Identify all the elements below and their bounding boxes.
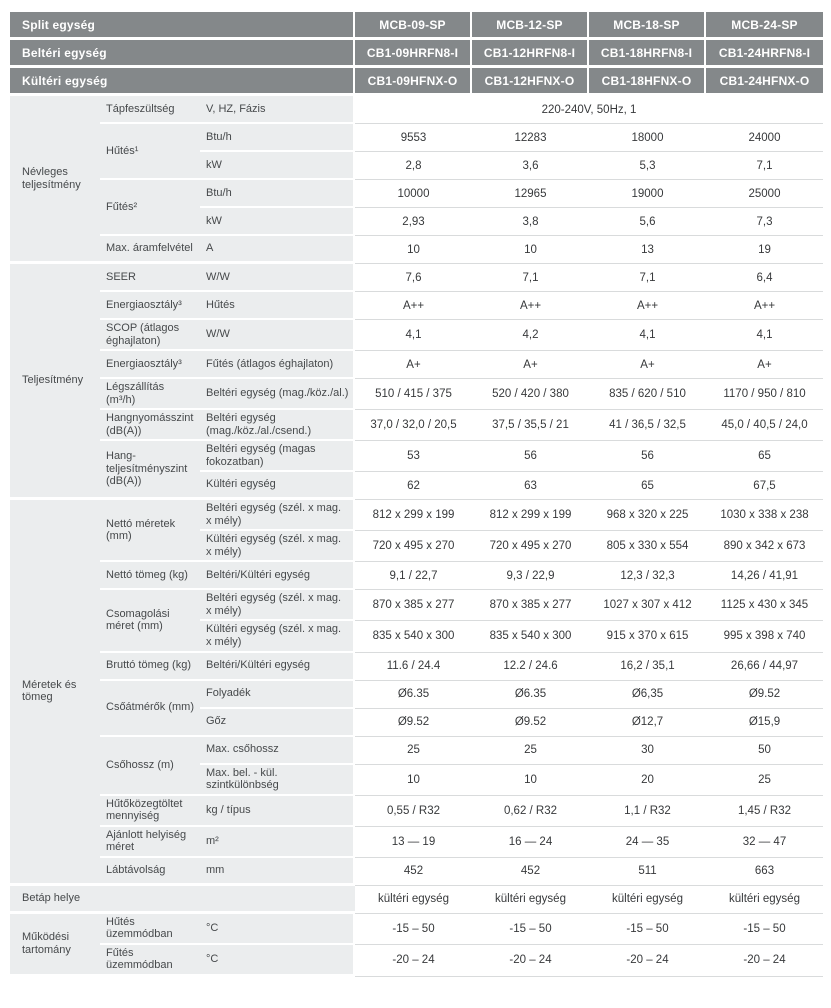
spec-value: -20 – 24: [472, 945, 589, 977]
header-model-cell: MCB-09-SP: [355, 12, 472, 40]
spec-value: 13 — 19: [355, 827, 472, 858]
table-row: [10, 562, 823, 590]
spec-label: Hűtés¹: [100, 124, 200, 180]
spec-value: 56: [589, 441, 706, 472]
spec-value: 26,66 / 44,97: [706, 653, 823, 681]
spec-value: 11.6 / 24.4: [355, 653, 472, 681]
spec-label: Fűtés üzemmódban: [100, 945, 200, 977]
spec-value: 63: [472, 472, 589, 500]
spec-value: 45,0 / 40,5 / 24,0: [706, 410, 823, 441]
spec-value: 1027 x 307 x 412: [589, 590, 706, 621]
table-row: [10, 827, 823, 858]
spec-value: 25: [355, 737, 472, 765]
spec-value: 10000: [355, 180, 472, 208]
header-model-cell: CB1-12HFNX-O: [472, 68, 589, 96]
spec-label: Légszállítás (m³/h): [100, 379, 200, 410]
spec-value: 16,2 / 35,1: [589, 653, 706, 681]
section-label: Működési tartomány: [10, 914, 100, 977]
spec-value: 9,1 / 22,7: [355, 562, 472, 590]
table-row: [10, 96, 823, 124]
spec-value: 4,1: [706, 320, 823, 351]
spec-unit: Beltéri egység (szél. x mag. x mély): [200, 500, 355, 531]
table-row: [10, 379, 823, 410]
table-row: [10, 681, 823, 709]
spec-value: -20 – 24: [589, 945, 706, 977]
spec-label: SEER: [100, 264, 200, 292]
header-row-indoor: [10, 40, 823, 68]
spec-unit: Fűtés (átlagos éghajlaton): [200, 351, 355, 379]
spec-unit: V, HZ, Fázis: [200, 96, 355, 124]
spec-value: 24000: [706, 124, 823, 152]
spec-value: 812 x 299 x 199: [355, 500, 472, 531]
spec-unit: W/W: [200, 320, 355, 351]
spec-value: kültéri egység: [472, 886, 589, 914]
spec-unit: Hűtés: [200, 292, 355, 320]
spec-unit: Beltéri egység (mag./köz./al./csend.): [200, 410, 355, 441]
spec-value: 520 / 420 / 380: [472, 379, 589, 410]
spec-label: Csőhossz (m): [100, 737, 200, 796]
spec-value: 835 x 540 x 300: [472, 621, 589, 652]
spec-value: 4,1: [355, 320, 472, 351]
spec-value: 5,6: [589, 208, 706, 236]
spec-unit: kg / típus: [200, 796, 355, 827]
spec-unit: Beltéri egység (magas fokozatban): [200, 441, 355, 472]
spec-value: Ø15,9: [706, 709, 823, 737]
spec-value: 452: [355, 858, 472, 886]
spec-unit: Max. bel. - kül. szintkülönbség: [200, 765, 355, 796]
header-label: Kültéri egység: [10, 68, 355, 96]
table-row: [10, 410, 823, 441]
spec-value: 452: [472, 858, 589, 886]
spec-value: 65: [706, 441, 823, 472]
header-label: Split egység: [10, 12, 355, 40]
spec-value: kültéri egység: [355, 886, 472, 914]
header-model-cell: CB1-12HRFN8-I: [472, 40, 589, 68]
table-row: [10, 124, 823, 152]
header-model-cell: CB1-24HFNX-O: [706, 68, 823, 96]
spec-value: 30: [589, 737, 706, 765]
spec-value: 220-240V, 50Hz, 1: [355, 96, 823, 124]
spec-value: 12,3 / 32,3: [589, 562, 706, 590]
spec-value: Ø6.35: [472, 681, 589, 709]
spec-unit: kW: [200, 152, 355, 180]
spec-value: 720 x 495 x 270: [355, 531, 472, 562]
table-row: [10, 351, 823, 379]
spec-value: 835 x 540 x 300: [355, 621, 472, 652]
table-row: [10, 292, 823, 320]
spec-unit: Beltéri egység (szél. x mag. x mély): [200, 590, 355, 621]
spec-value: Ø9.52: [472, 709, 589, 737]
spec-value: 25: [472, 737, 589, 765]
spec-value: 50: [706, 737, 823, 765]
spec-value: -20 – 24: [706, 945, 823, 977]
spec-value: kültéri egység: [706, 886, 823, 914]
spec-unit: Btu/h: [200, 180, 355, 208]
spec-unit: Kültéri egység (szél. x mag. x mély): [200, 531, 355, 562]
header-model-cell: CB1-09HFNX-O: [355, 68, 472, 96]
spec-value: A+: [706, 351, 823, 379]
spec-value: 812 x 299 x 199: [472, 500, 589, 531]
spec-label: Nettó tömeg (kg): [100, 562, 200, 590]
spec-value: 37,0 / 32,0 / 20,5: [355, 410, 472, 441]
spec-unit: Max. csőhossz: [200, 737, 355, 765]
spec-label: Hangnyomásszint (dB(A)): [100, 410, 200, 441]
spec-value: 20: [589, 765, 706, 796]
table-row: [10, 264, 823, 292]
spec-value: 3,8: [472, 208, 589, 236]
spec-value: 1030 x 338 x 238: [706, 500, 823, 531]
spec-value: 5,3: [589, 152, 706, 180]
spec-value: kültéri egység: [589, 886, 706, 914]
spec-value: 7,1: [706, 152, 823, 180]
spec-value: 19: [706, 236, 823, 264]
spec-label: Energiaosztály³: [100, 292, 200, 320]
header-row-outdoor: [10, 68, 823, 96]
spec-unit: Btu/h: [200, 124, 355, 152]
spec-value: 7,1: [589, 264, 706, 292]
spec-value: A++: [589, 292, 706, 320]
spec-value: 890 x 342 x 673: [706, 531, 823, 562]
spec-value: 511: [589, 858, 706, 886]
spec-value: 24 — 35: [589, 827, 706, 858]
spec-unit: Beltéri/Kültéri egység: [200, 653, 355, 681]
spec-value: 65: [589, 472, 706, 500]
spec-label: Hang-teljesítményszint (dB(A)): [100, 441, 200, 500]
table-row: [10, 590, 823, 621]
spec-unit: mm: [200, 858, 355, 886]
header-model-cell: MCB-12-SP: [472, 12, 589, 40]
spec-unit: Beltéri egység (mag./köz./al.): [200, 379, 355, 410]
spec-value: 10: [355, 765, 472, 796]
spec-value: 25000: [706, 180, 823, 208]
spec-value: 1,1 / R32: [589, 796, 706, 827]
spec-value: Ø9.52: [706, 681, 823, 709]
spec-value: 510 / 415 / 375: [355, 379, 472, 410]
spec-value: 56: [472, 441, 589, 472]
table-row: [10, 945, 823, 977]
spec-value: -15 – 50: [706, 914, 823, 945]
spec-value: Ø9.52: [355, 709, 472, 737]
spec-value: 41 / 36,5 / 32,5: [589, 410, 706, 441]
spec-unit: °C: [200, 914, 355, 945]
spec-value: A++: [472, 292, 589, 320]
spec-label: Csőátmérők (mm): [100, 681, 200, 737]
spec-unit: Beltéri/Kültéri egység: [200, 562, 355, 590]
spec-unit: Kültéri egység (szél. x mag. x mély): [200, 621, 355, 652]
spec-value: -15 – 50: [589, 914, 706, 945]
spec-value: 12283: [472, 124, 589, 152]
spec-value: 915 x 370 x 615: [589, 621, 706, 652]
spec-value: 62: [355, 472, 472, 500]
spec-unit: W/W: [200, 264, 355, 292]
spec-label: SCOP (átlagos éghajlaton): [100, 320, 200, 351]
spec-value: A++: [706, 292, 823, 320]
spec-value: Ø6,35: [589, 681, 706, 709]
spec-value: 10: [472, 236, 589, 264]
spec-value: 7,6: [355, 264, 472, 292]
header-model-cell: MCB-24-SP: [706, 12, 823, 40]
spec-value: 2,8: [355, 152, 472, 180]
spec-value: 968 x 320 x 225: [589, 500, 706, 531]
spec-value: A+: [355, 351, 472, 379]
spec-value: 1125 x 430 x 345: [706, 590, 823, 621]
spec-value: 13: [589, 236, 706, 264]
spec-value: 3,6: [472, 152, 589, 180]
spec-unit: m²: [200, 827, 355, 858]
spec-label: Max. áramfelvétel: [100, 236, 200, 264]
spec-label: Hűtőközegtöltet mennyiség: [100, 796, 200, 827]
table-row: [10, 796, 823, 827]
spec-value: Ø6.35: [355, 681, 472, 709]
spec-value: Ø12,7: [589, 709, 706, 737]
spec-value: 0,55 / R32: [355, 796, 472, 827]
section-label: Betáp helye: [10, 886, 355, 914]
spec-value: 4,2: [472, 320, 589, 351]
spec-label: Bruttó tömeg (kg): [100, 653, 200, 681]
spec-label: Fűtés²: [100, 180, 200, 236]
spec-label: Tápfeszültség: [100, 96, 200, 124]
table-row: [10, 737, 823, 765]
section-label: Névleges teljesítmény: [10, 96, 100, 264]
spec-value: 995 x 398 x 740: [706, 621, 823, 652]
spec-value: 25: [706, 765, 823, 796]
spec-value: 2,93: [355, 208, 472, 236]
spec-label: Ajánlott helyiség méret: [100, 827, 200, 858]
table-row: [10, 320, 823, 351]
spec-label: Hűtés üzemmódban: [100, 914, 200, 945]
table-row: [10, 653, 823, 681]
spec-unit: kW: [200, 208, 355, 236]
header-model-cell: CB1-24HRFN8-I: [706, 40, 823, 68]
spec-value: 19000: [589, 180, 706, 208]
spec-value: 7,3: [706, 208, 823, 236]
spec-value: 16 — 24: [472, 827, 589, 858]
spec-label: Csomagolási méret (mm): [100, 590, 200, 652]
spec-value: 14,26 / 41,91: [706, 562, 823, 590]
table-row: [10, 886, 823, 914]
spec-value: 12965: [472, 180, 589, 208]
spec-value: 7,1: [472, 264, 589, 292]
spec-label: Nettó méretek (mm): [100, 500, 200, 562]
spec-value: -20 – 24: [355, 945, 472, 977]
section-label: Méretek és tömeg: [10, 500, 100, 885]
header-row-split: [10, 12, 823, 40]
spec-value: A+: [472, 351, 589, 379]
spec-value: 663: [706, 858, 823, 886]
header-model-cell: MCB-18-SP: [589, 12, 706, 40]
spec-unit: °C: [200, 945, 355, 977]
table-row: [10, 180, 823, 208]
header-label: Beltéri egység: [10, 40, 355, 68]
spec-value: 835 / 620 / 510: [589, 379, 706, 410]
spec-table: [10, 12, 823, 977]
section-label: Teljesítmény: [10, 264, 100, 500]
spec-unit: A: [200, 236, 355, 264]
spec-value: 18000: [589, 124, 706, 152]
spec-value: 10: [472, 765, 589, 796]
spec-value: -15 – 50: [355, 914, 472, 945]
spec-value: 9553: [355, 124, 472, 152]
spec-value: 32 — 47: [706, 827, 823, 858]
spec-value: 67,5: [706, 472, 823, 500]
spec-value: 9,3 / 22,9: [472, 562, 589, 590]
header-model-cell: CB1-18HFNX-O: [589, 68, 706, 96]
spec-value: 0,62 / R32: [472, 796, 589, 827]
header-model-cell: CB1-18HRFN8-I: [589, 40, 706, 68]
table-row: [10, 236, 823, 264]
spec-value: 6,4: [706, 264, 823, 292]
table-row: [10, 858, 823, 886]
spec-value: 4,1: [589, 320, 706, 351]
spec-unit: Folyadék: [200, 681, 355, 709]
header-model-cell: CB1-09HRFN8-I: [355, 40, 472, 68]
spec-value: -15 – 50: [472, 914, 589, 945]
spec-value: 10: [355, 236, 472, 264]
spec-value: 870 x 385 x 277: [355, 590, 472, 621]
table-row: [10, 914, 823, 945]
spec-value: 1170 / 950 / 810: [706, 379, 823, 410]
spec-value: A+: [589, 351, 706, 379]
spec-value: 720 x 495 x 270: [472, 531, 589, 562]
spec-value: 12.2 / 24.6: [472, 653, 589, 681]
spec-value: A++: [355, 292, 472, 320]
spec-unit: Kültéri egység: [200, 472, 355, 500]
spec-unit: Gőz: [200, 709, 355, 737]
spec-value: 805 x 330 x 554: [589, 531, 706, 562]
table-row: [10, 500, 823, 531]
table-row: [10, 441, 823, 472]
spec-value: 53: [355, 441, 472, 472]
spec-value: 1,45 / R32: [706, 796, 823, 827]
spec-value: 870 x 385 x 277: [472, 590, 589, 621]
spec-label: Energiaosztály³: [100, 351, 200, 379]
spec-value: 37,5 / 35,5 / 21: [472, 410, 589, 441]
spec-label: Lábtávolság: [100, 858, 200, 886]
